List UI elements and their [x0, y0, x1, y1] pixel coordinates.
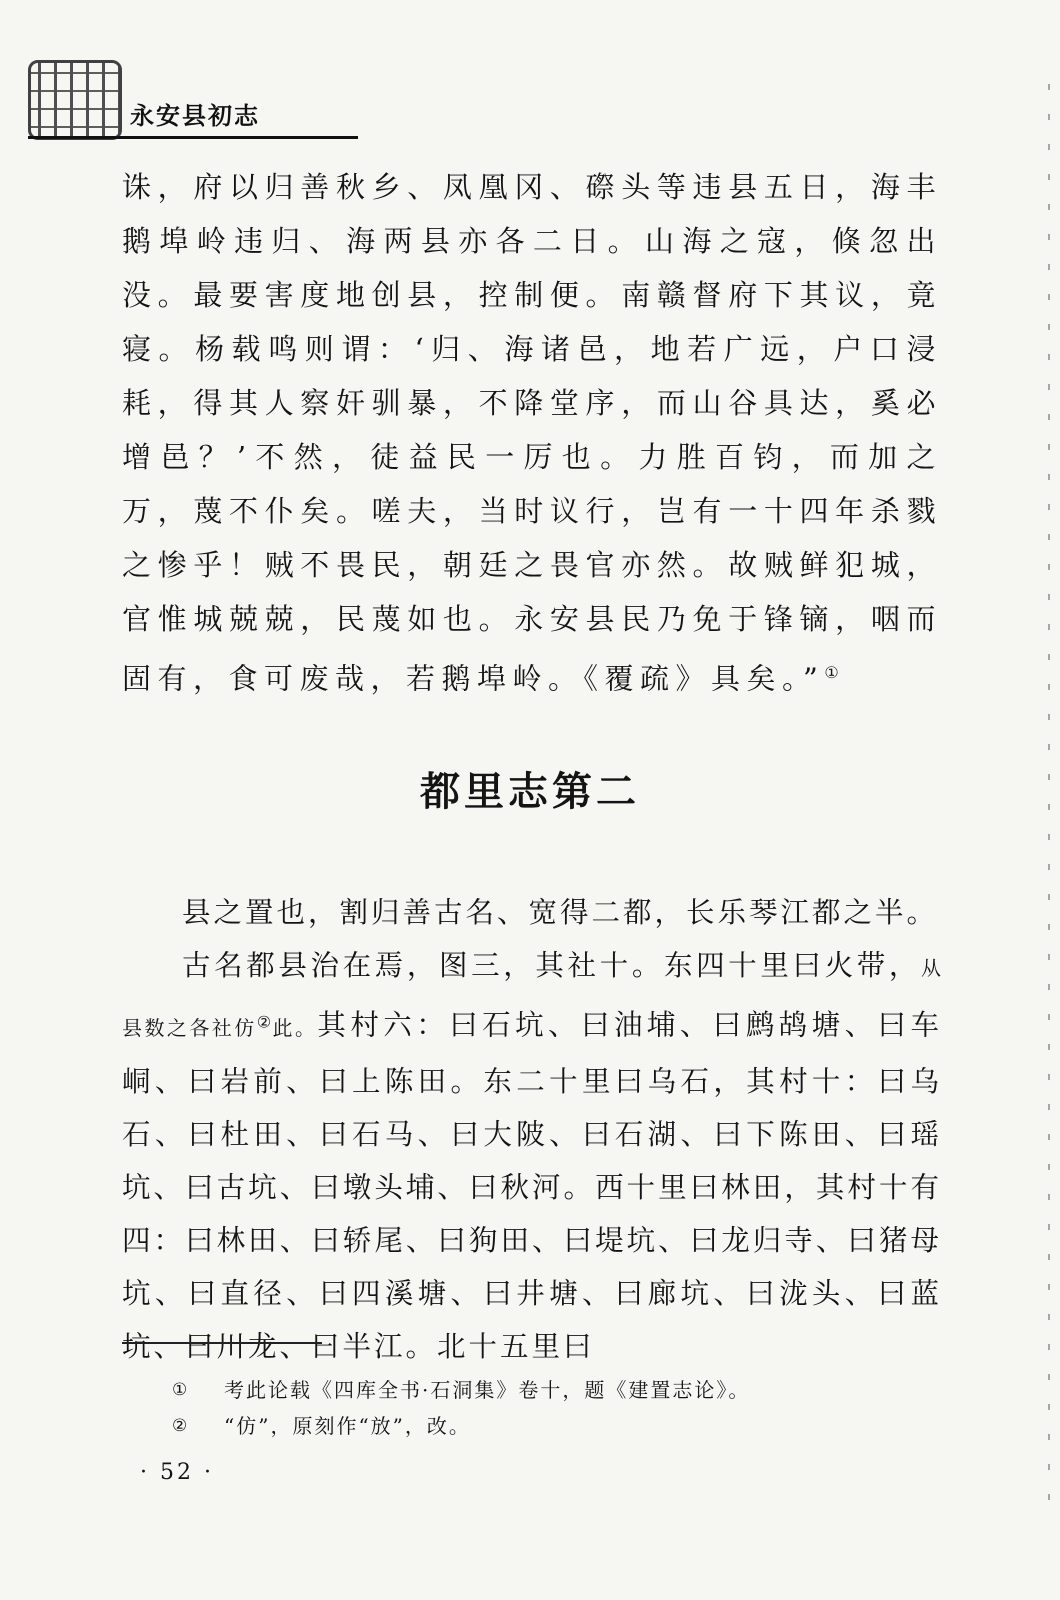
section-title: 都里志第二	[420, 769, 640, 815]
footnote-2	[172, 1408, 932, 1444]
section-paragraph-2	[122, 939, 942, 1373]
running-title: 永安县初志	[130, 102, 260, 130]
footnote-1-text: 考此论载《四库全书·石洞集》卷十，题《建置志论》。	[224, 1378, 751, 1402]
section-body	[122, 886, 942, 1373]
carryover-text-block	[122, 160, 942, 706]
paragraph-2-text-b: 其村六：曰石坑、曰油埔、曰鹧鸪塘、曰车峒、曰岩前、曰上陈田。东二十里曰乌石，其村十：曰乌石、曰杜田、曰石马、曰大陂、曰石湖、曰下陈田、曰瑶坑、曰古坑、曰墩头埔、曰秋河。西十里曰林田，其村十有四：曰林田、曰轿尾、曰狗田、曰堤坑、曰龙归寺、曰猪母坑、曰直径、曰四溪塘、曰井塘、曰廊坑、曰泷头、曰蓝坑、曰川龙、曰半江。北十五里曰	[122, 1008, 943, 1363]
running-header	[28, 52, 358, 142]
scan-edge-artifact	[1048, 60, 1050, 1500]
carryover-text: 诛，府以归善秋乡、凤凰冈、磜头等违县五日，海丰鹅埠岭违归、海两县亦各二日。山海之寇，倏忽出没。最要害度地创县，控制便。南赣督府下其议，竟寝。杨载鸣则谓：‘归、海诸邑，地若广远，户口浸耗，得其人察奸驯暴，不降堂序，而山谷具达，奚必增邑？’不然，徒益民一厉也。力胜百钧，而加之万，蔑不仆矣。嗟夫，当时议行，岂有一十四年杀戮之惨乎！贼不畏民，朝廷之畏官亦然。故贼鲜犯城，官惟城兢兢，民蔑如也。永安县民乃免于锋镝，咽而固有，食可废哉，若鹅埠岭。《覆疏》具矣。”	[122, 170, 942, 696]
footnote-1	[172, 1372, 932, 1408]
footnote-1-number: ①	[172, 1380, 190, 1400]
inline-annotation-text: 从县数之各社仿	[122, 956, 942, 1040]
header-rule	[28, 136, 358, 139]
footnote-marker-1: ①	[824, 663, 839, 682]
carryover-paragraph	[122, 160, 942, 706]
paragraph-2-text-a: 古名都县治在焉，图三，其社十。东四十里曰火带，	[182, 949, 921, 982]
footnotes	[172, 1372, 932, 1444]
series-seal-logo	[28, 60, 122, 140]
page-number: · 52 ·	[140, 1460, 214, 1485]
section-paragraph-1: 县之置也，割归善古名、宽得二都，长乐琴江都之半。	[182, 896, 939, 929]
footnote-2-text: “仿”，原刻作“放”，改。	[224, 1414, 471, 1438]
footnote-rule	[122, 1342, 322, 1344]
inline-annotation-tail: 此。	[272, 1015, 318, 1040]
footnote-marker-2: ②	[256, 1012, 273, 1031]
footnote-2-number: ②	[172, 1416, 190, 1436]
